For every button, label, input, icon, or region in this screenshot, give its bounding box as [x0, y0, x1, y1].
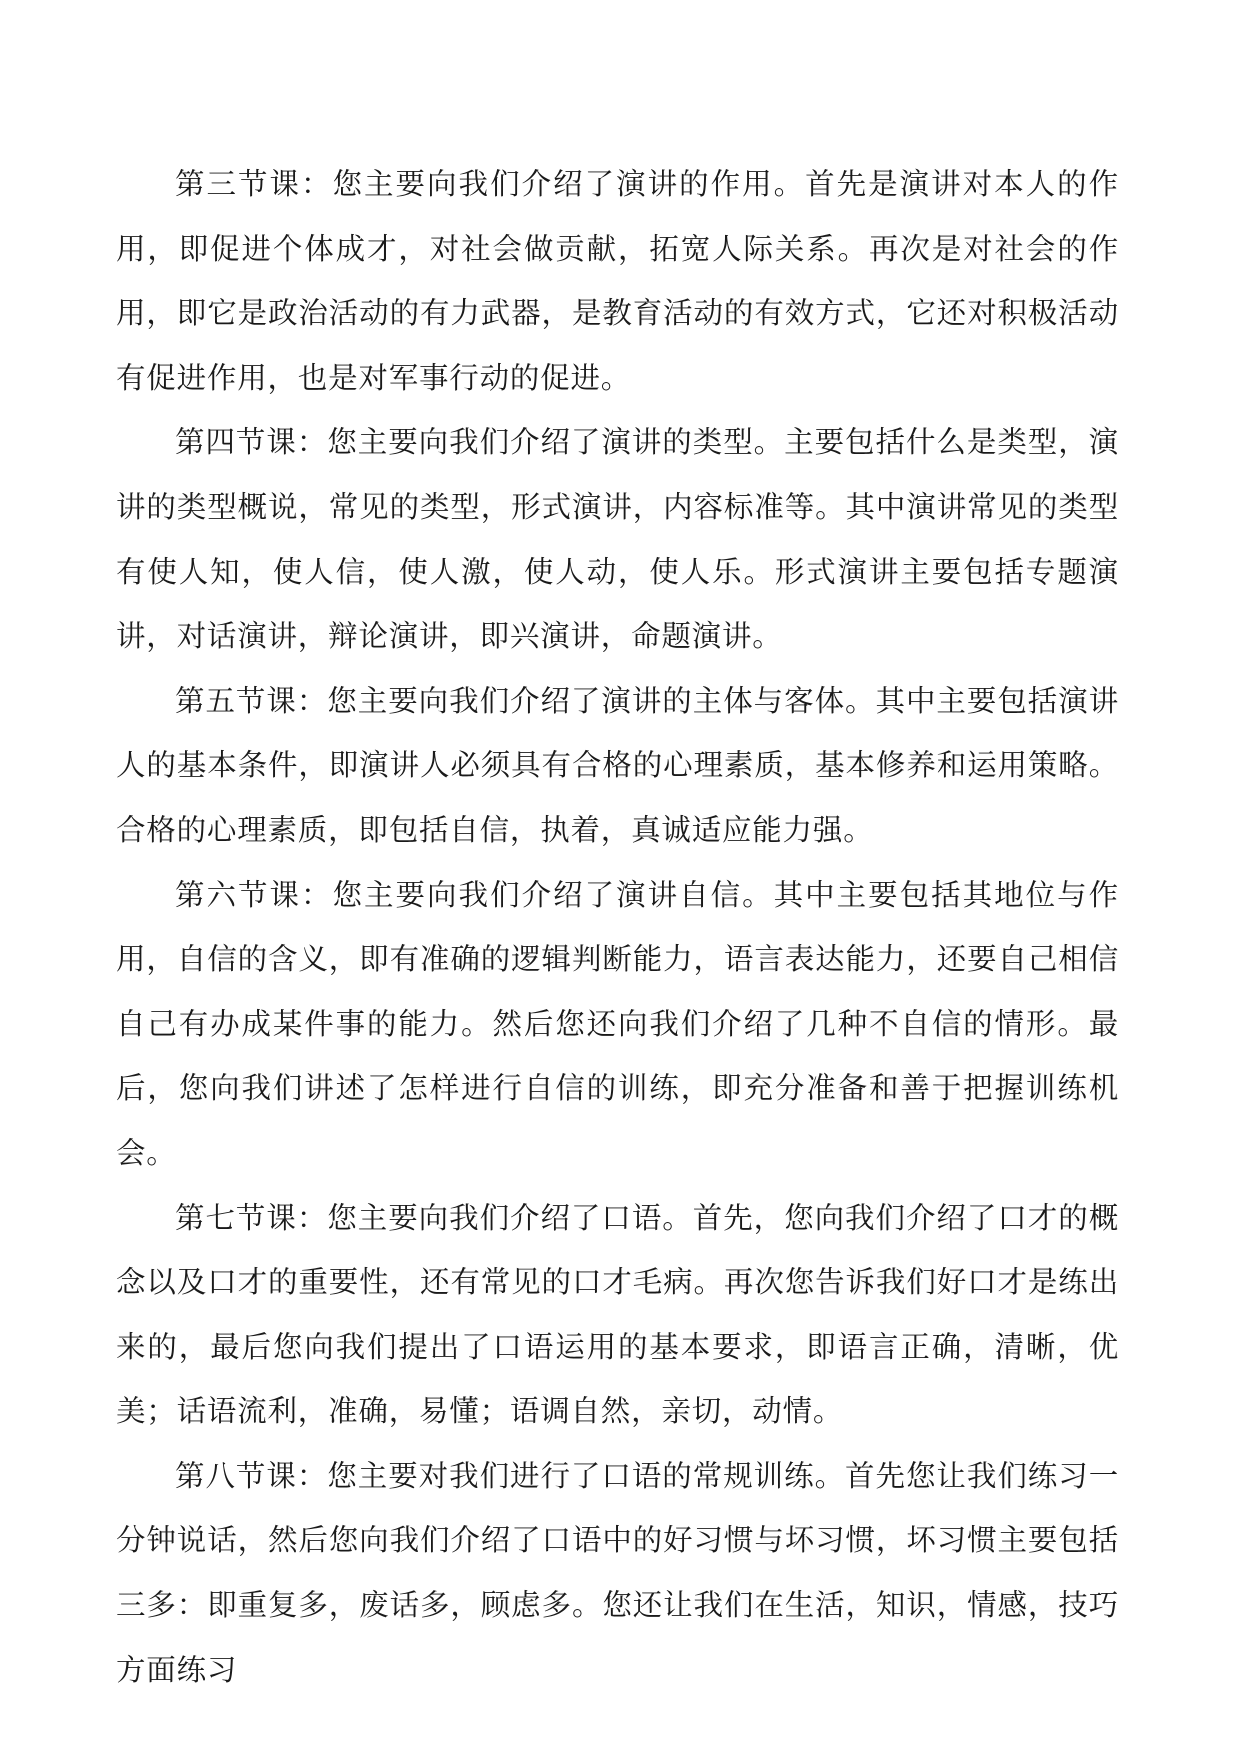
paragraph-lesson-7: 第七节课：您主要向我们介绍了口语。首先，您向我们介绍了口才的概念以及口才的重要性，还有常见的口才毛病。再次您告诉我们好口才是练出来的，最后您向我们提出了口语运用的基本要求，即语言正确，清晰，优美；话语流利，准确，易懂；语调自然，亲切，动情。: [116, 1200, 1119, 1429]
paragraph-lesson-3: 第三节课：您主要向我们介绍了演讲的作用。首先是演讲对本人的作用，即促进个体成才，对社会做贡献，拓宽人际关系。再次是对社会的作用，即它是政治活动的有力武器，是教育活动的有效方式，它还对积极活动有促进作用，也是对军事行动的促进。: [116, 167, 1119, 395]
paragraph-lesson-5: 第五节课：您主要向我们介绍了演讲的主体与客体。其中主要包括演讲人的基本条件，即演讲人必须具有合格的心理素质，基本修养和运用策略。合格的心理素质，即包括自信，执着，真诚适应能力强。: [116, 683, 1119, 847]
paragraph-lesson-6: 第六节课：您主要向我们介绍了演讲自信。其中主要包括其地位与作用，自信的含义，即有准确的逻辑判断能力，语言表达能力，还要自己相信自己有办成某件事的能力。然后您还向我们介绍了几种不自信的情形。最后，您向我们讲述了怎样进行自信的训练，即充分准备和善于把握训练机会。: [116, 877, 1119, 1170]
paragraph-lesson-8: 第八节课：您主要对我们进行了口语的常规训练。首先您让我们练习一分钟说话，然后您向我们介绍了口语中的好习惯与坏习惯，坏习惯主要包括三多：即重复多，废话多，顾虑多。您还让我们在生活，知识，情感，技巧方面练习: [116, 1458, 1119, 1687]
document-body: [116, 152, 1119, 1702]
paragraph-lesson-4: 第四节课：您主要向我们介绍了演讲的类型。主要包括什么是类型，演讲的类型概说，常见的类型，形式演讲，内容标准等。其中演讲常见的类型有使人知，使人信，使人激，使人动，使人乐。形式演讲主要包括专题演讲，对话演讲，辩论演讲，即兴演讲，命题演讲。: [116, 425, 1119, 654]
